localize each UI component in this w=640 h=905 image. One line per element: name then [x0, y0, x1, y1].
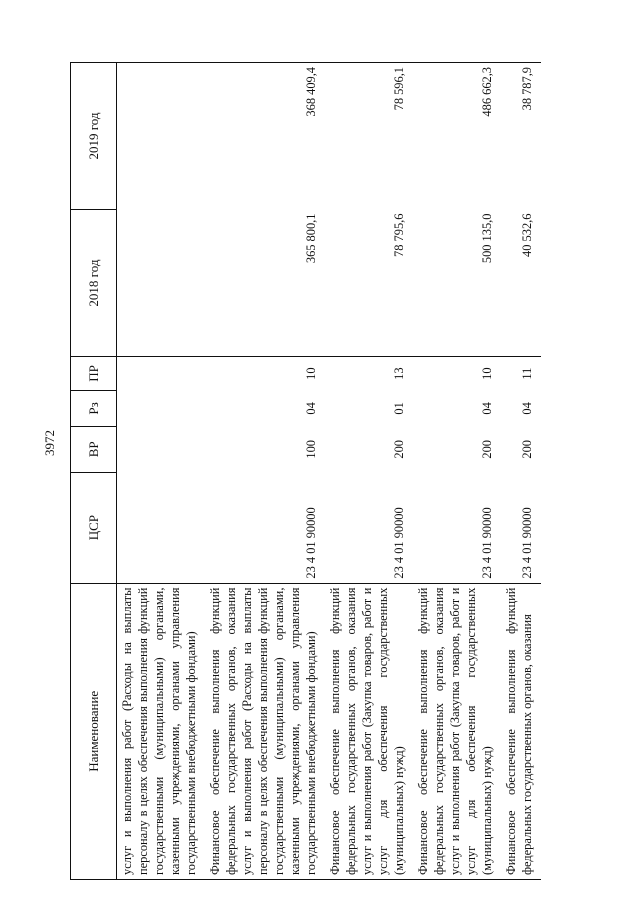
row-pr: 10 — [480, 367, 494, 380]
page-number: 3972 — [42, 430, 57, 456]
header-vr: ВР — [71, 426, 117, 472]
row-2018: 500 135,0 — [413, 210, 501, 357]
row-2018: 78 795,6 — [325, 210, 413, 357]
row-2019: 368 409,4 — [205, 63, 325, 210]
header-2018: 2018 год — [71, 210, 117, 357]
table-row — [501, 63, 541, 880]
row-name: Финансовое обеспечение выполнения функций федеральных государственных органов, оказания — [501, 583, 541, 879]
row-vr: 200 — [392, 440, 406, 459]
row-vr: 200 — [520, 440, 534, 459]
header-row — [71, 63, 117, 880]
row-vr: 200 — [480, 440, 494, 459]
header-pr: ПР — [71, 357, 117, 391]
row-name: Финансовое обеспечение выполнения функций федеральных государственных органов, оказания услуг и выполнения работ (Расходы на выплаты персоналу в целях обеспечения выполнения функций государственными (муниципальными) органами, казенными учреждениями, органами управления государственными внебюджетными фондами) — [205, 583, 325, 879]
row-rz: 01 — [392, 402, 406, 415]
table-row — [205, 63, 325, 880]
header-csr: ЦСР — [71, 472, 117, 583]
row-name: Финансовое обеспечение выполнения функций федеральных государственных органов, оказания услуг и выполнения работ (Закупка товаров, работ и услуг для обеспечения государственных (муниципальных) нужд) — [325, 583, 413, 879]
row-rz: 04 — [480, 402, 494, 415]
row-vr — [117, 426, 206, 472]
header-name: Наименование — [71, 583, 117, 879]
row-pr: 10 — [304, 367, 318, 380]
row-csr: 23 4 01 90000 — [304, 507, 318, 579]
table-row — [325, 63, 413, 880]
row-2018: 40 532,6 — [501, 210, 541, 357]
row-pr: 11 — [520, 367, 534, 380]
header-rz: Рз — [71, 390, 117, 426]
row-name: услуг и выполнения работ (Расходы на выплаты персоналу в целях обеспечения выполнения функций государственными (муниципальными) органами, казенными учреждениями, органами управления государственными внебюджетными фондами) — [117, 583, 206, 879]
row-2018: 365 800,1 — [205, 210, 325, 357]
table-row — [413, 63, 501, 880]
row-rz: 04 — [520, 402, 534, 415]
row-2019: 78 596,1 — [325, 63, 413, 210]
row-2018 — [117, 210, 206, 357]
row-vr: 100 — [304, 440, 318, 459]
row-2019: 38 787,9 — [501, 63, 541, 210]
row-2019 — [117, 63, 206, 210]
row-rz: 04 — [304, 402, 318, 415]
row-csr — [117, 472, 206, 583]
row-pr — [117, 357, 206, 391]
header-2019: 2019 год — [71, 63, 117, 210]
row-csr: 23 4 01 90000 — [520, 507, 534, 579]
budget-table — [70, 62, 541, 880]
row-pr: 13 — [392, 367, 406, 380]
row-rz — [117, 390, 206, 426]
rotated-page — [70, 62, 600, 880]
row-2019: 486 662,3 — [413, 63, 501, 210]
table-row — [117, 63, 206, 880]
row-name: Финансовое обеспечение выполнения функций федеральных государственных органов, оказания услуг и выполнения работ (Закупка товаров, работ и услуг для обеспечения государственных (муниципальных) нужд) — [413, 583, 501, 879]
row-csr: 23 4 01 90000 — [392, 507, 406, 579]
row-csr: 23 4 01 90000 — [480, 507, 494, 579]
